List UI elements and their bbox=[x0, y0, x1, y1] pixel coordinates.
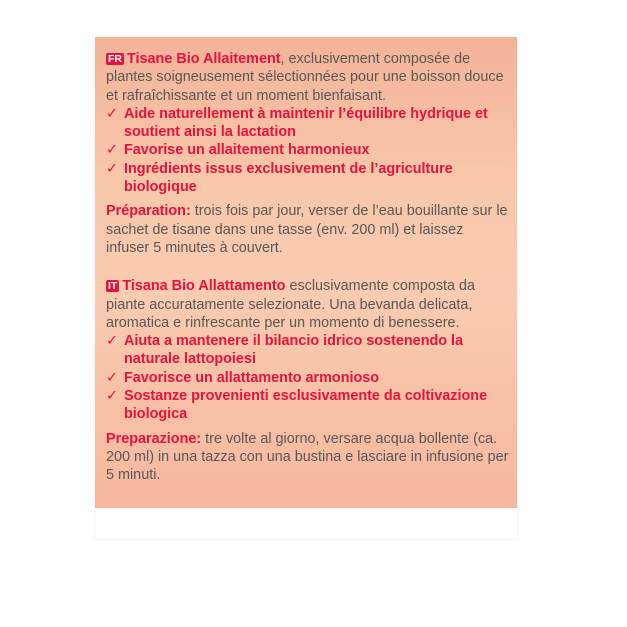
preparation-label-it: Preparazione: bbox=[106, 430, 202, 447]
benefit-item-it bbox=[106, 387, 510, 424]
product-title-fr: Tisane Bio Allaitement bbox=[127, 51, 281, 67]
check-icon: ✓ bbox=[106, 105, 119, 122]
benefit-text-it: Aiuta a mantenere il bilancio idrico sostenendo la naturale lattopoiesi bbox=[124, 333, 464, 368]
preparation-label-fr: Préparation: bbox=[106, 203, 191, 220]
intro-fr bbox=[106, 50, 510, 105]
intro-text-fr: , exclusivement composée de plantes soigneusement sélectionnées pour une boisson douce et rafraîchissante et un moment bienfaisant. bbox=[106, 51, 504, 104]
check-icon: ✓ bbox=[106, 388, 119, 405]
check-icon: ✓ bbox=[106, 333, 119, 350]
preparation-text-it: tre volte al giorno, versare acqua bollente (ca. 200 ml) in una tazza con una bustina e lasciare in infusione per 5 minuti. bbox=[106, 430, 509, 484]
benefit-text-fr: Aide naturellement à maintenir l’équilibre hydrique et soutient ainsi la lactation bbox=[124, 105, 488, 141]
preparation-text-fr: trois fois par jour, verser de l’eau bouillante sur le sachet de tisane dans une tasse (env. 200 ml) et laissez infuser 5 minutes à couvert. bbox=[106, 203, 508, 256]
intro-text-it: esclusivamente composta da piante accuratamente selezionate. Una bevanda delicata, aromatica e rinfrescante per un momento di benessere. bbox=[106, 278, 476, 331]
intro-it bbox=[106, 277, 510, 332]
benefit-item-it bbox=[106, 332, 510, 369]
benefit-text-fr: Favorise un allaitement harmonieux bbox=[124, 142, 370, 159]
preparation-fr bbox=[106, 202, 510, 257]
lang-badge-fr: FR bbox=[108, 53, 122, 65]
benefits-list-fr bbox=[106, 105, 510, 196]
section-it bbox=[106, 277, 510, 484]
check-icon: ✓ bbox=[106, 160, 119, 177]
check-icon: ✓ bbox=[106, 369, 119, 386]
check-icon: ✓ bbox=[106, 142, 119, 159]
benefit-item-it bbox=[106, 369, 510, 387]
benefit-item-fr bbox=[106, 105, 510, 142]
benefit-item-fr bbox=[106, 160, 510, 197]
benefit-text-fr: Ingrédients issus exclusivement de l’agriculture biologique bbox=[124, 160, 453, 196]
preparation-it bbox=[106, 430, 510, 485]
lang-badge-it: IT bbox=[108, 280, 118, 293]
benefit-text-it: Favorisce un allattamento armonioso bbox=[124, 369, 380, 386]
benefit-text-it: Sostanze provenienti esclusivamente da coltivazione biologica bbox=[124, 388, 488, 423]
label-content bbox=[106, 50, 510, 485]
product-title-it: Tisana Bio Allattamento bbox=[122, 278, 286, 295]
benefit-item-fr bbox=[106, 141, 510, 159]
benefits-list-it bbox=[106, 332, 510, 423]
section-fr bbox=[106, 50, 510, 257]
